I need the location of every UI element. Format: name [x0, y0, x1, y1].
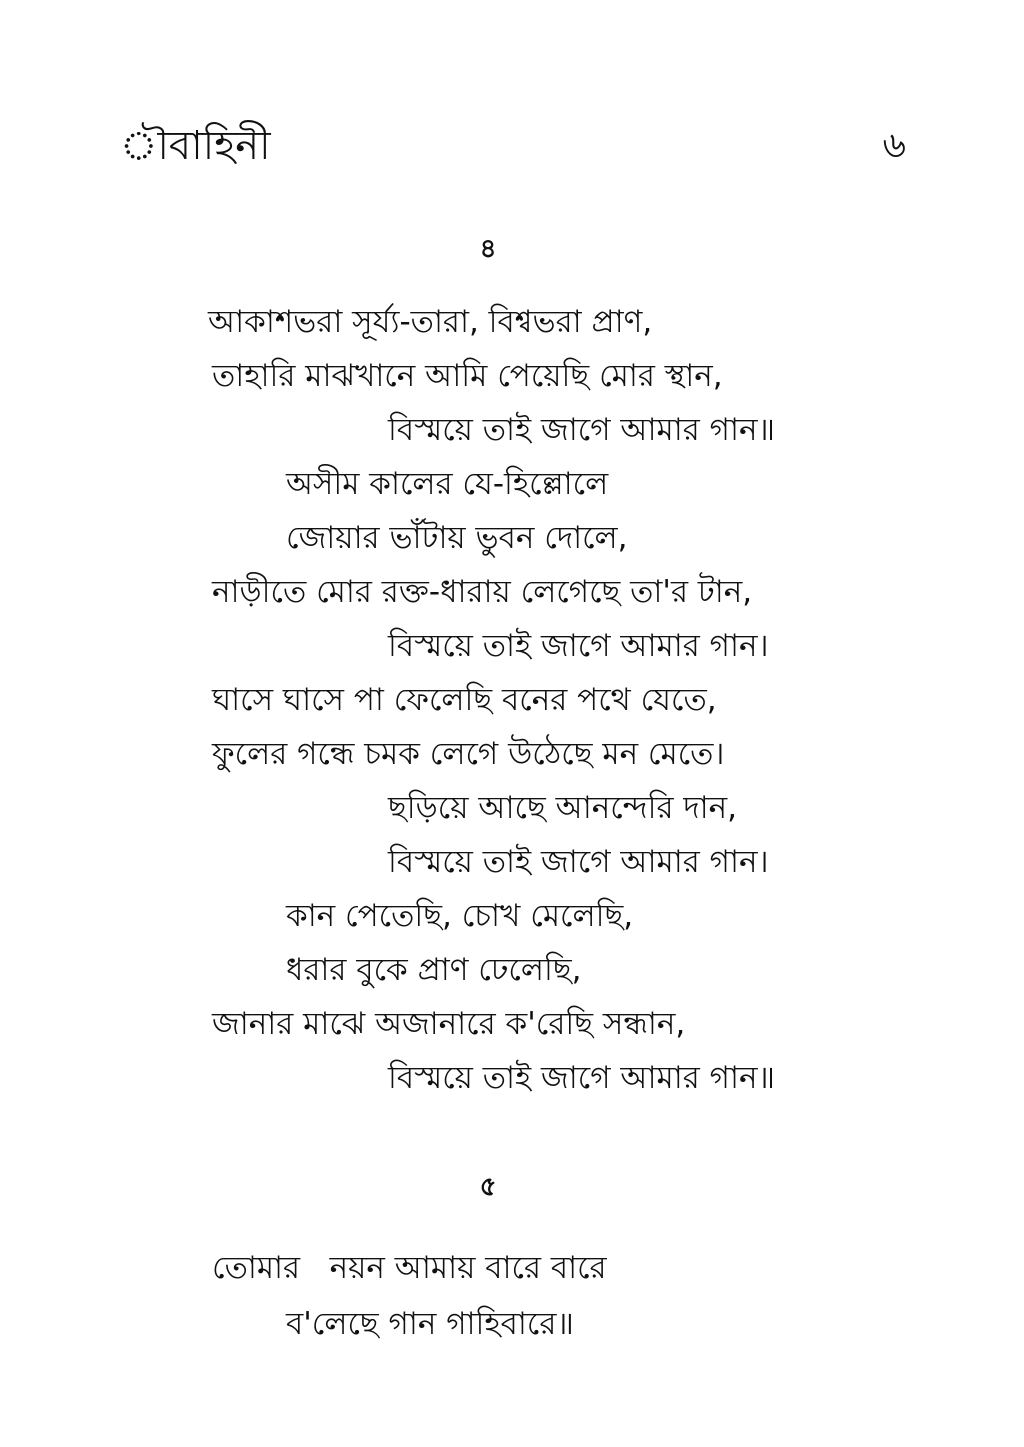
poem-line: জানার মাঝে অজানারে ক'রেছি সন্ধান,	[212, 1006, 686, 1042]
poem-line: তোমার নয়ন আমায় বারে বারে	[212, 1250, 607, 1286]
poem-line: বিস্ময়ে তাই জাগে আমার গান॥	[388, 412, 775, 448]
poem-line: বিস্ময়ে তাই জাগে আমার গান।	[388, 844, 769, 880]
poem-line: ঘাসে ঘাসে পা ফেলেছি বনের পথে যেতে,	[212, 682, 717, 718]
running-header-title: ৗবাহিনী	[120, 123, 271, 169]
poem-number: ৪	[479, 234, 497, 264]
poem-line: বিস্ময়ে তাই জাগে আমার গান।	[388, 628, 769, 664]
poem-line: অসীম কালের যে-হিল্লোলে	[286, 466, 609, 502]
poem-line: কান পেতেছি, চোখ মেলেছি,	[286, 898, 634, 934]
poem-line: ব'লেছে গান গাহিবারে॥	[286, 1306, 574, 1342]
poem-line: জোয়ার ভাঁটায় ভুবন দোলে,	[286, 520, 628, 556]
poem-line: নাড়ীতে মোর রক্ত-ধারায় লেগেছে তা'র টান,	[212, 574, 753, 610]
poem-line: ফুলের গন্ধে চমক লেগে উঠেছে মন মেতে।	[212, 736, 725, 772]
poem-line: বিস্ময়ে তাই জাগে আমার গান॥	[388, 1060, 775, 1096]
poem-line: আকাশভরা সূর্য্য-তারা, বিশ্বভরা প্রাণ,	[208, 304, 653, 340]
poem-number: ৫	[479, 1172, 497, 1202]
page-number: ৬	[882, 125, 906, 166]
poem-line: ধরার বুকে প্রাণ ঢেলেছি,	[286, 952, 582, 988]
poem-line: ছড়িয়ে আছে আনন্দেরি দান,	[388, 790, 738, 826]
poem-line: তাহারি মাঝখানে আমি পেয়েছি মোর স্থান,	[212, 358, 723, 394]
